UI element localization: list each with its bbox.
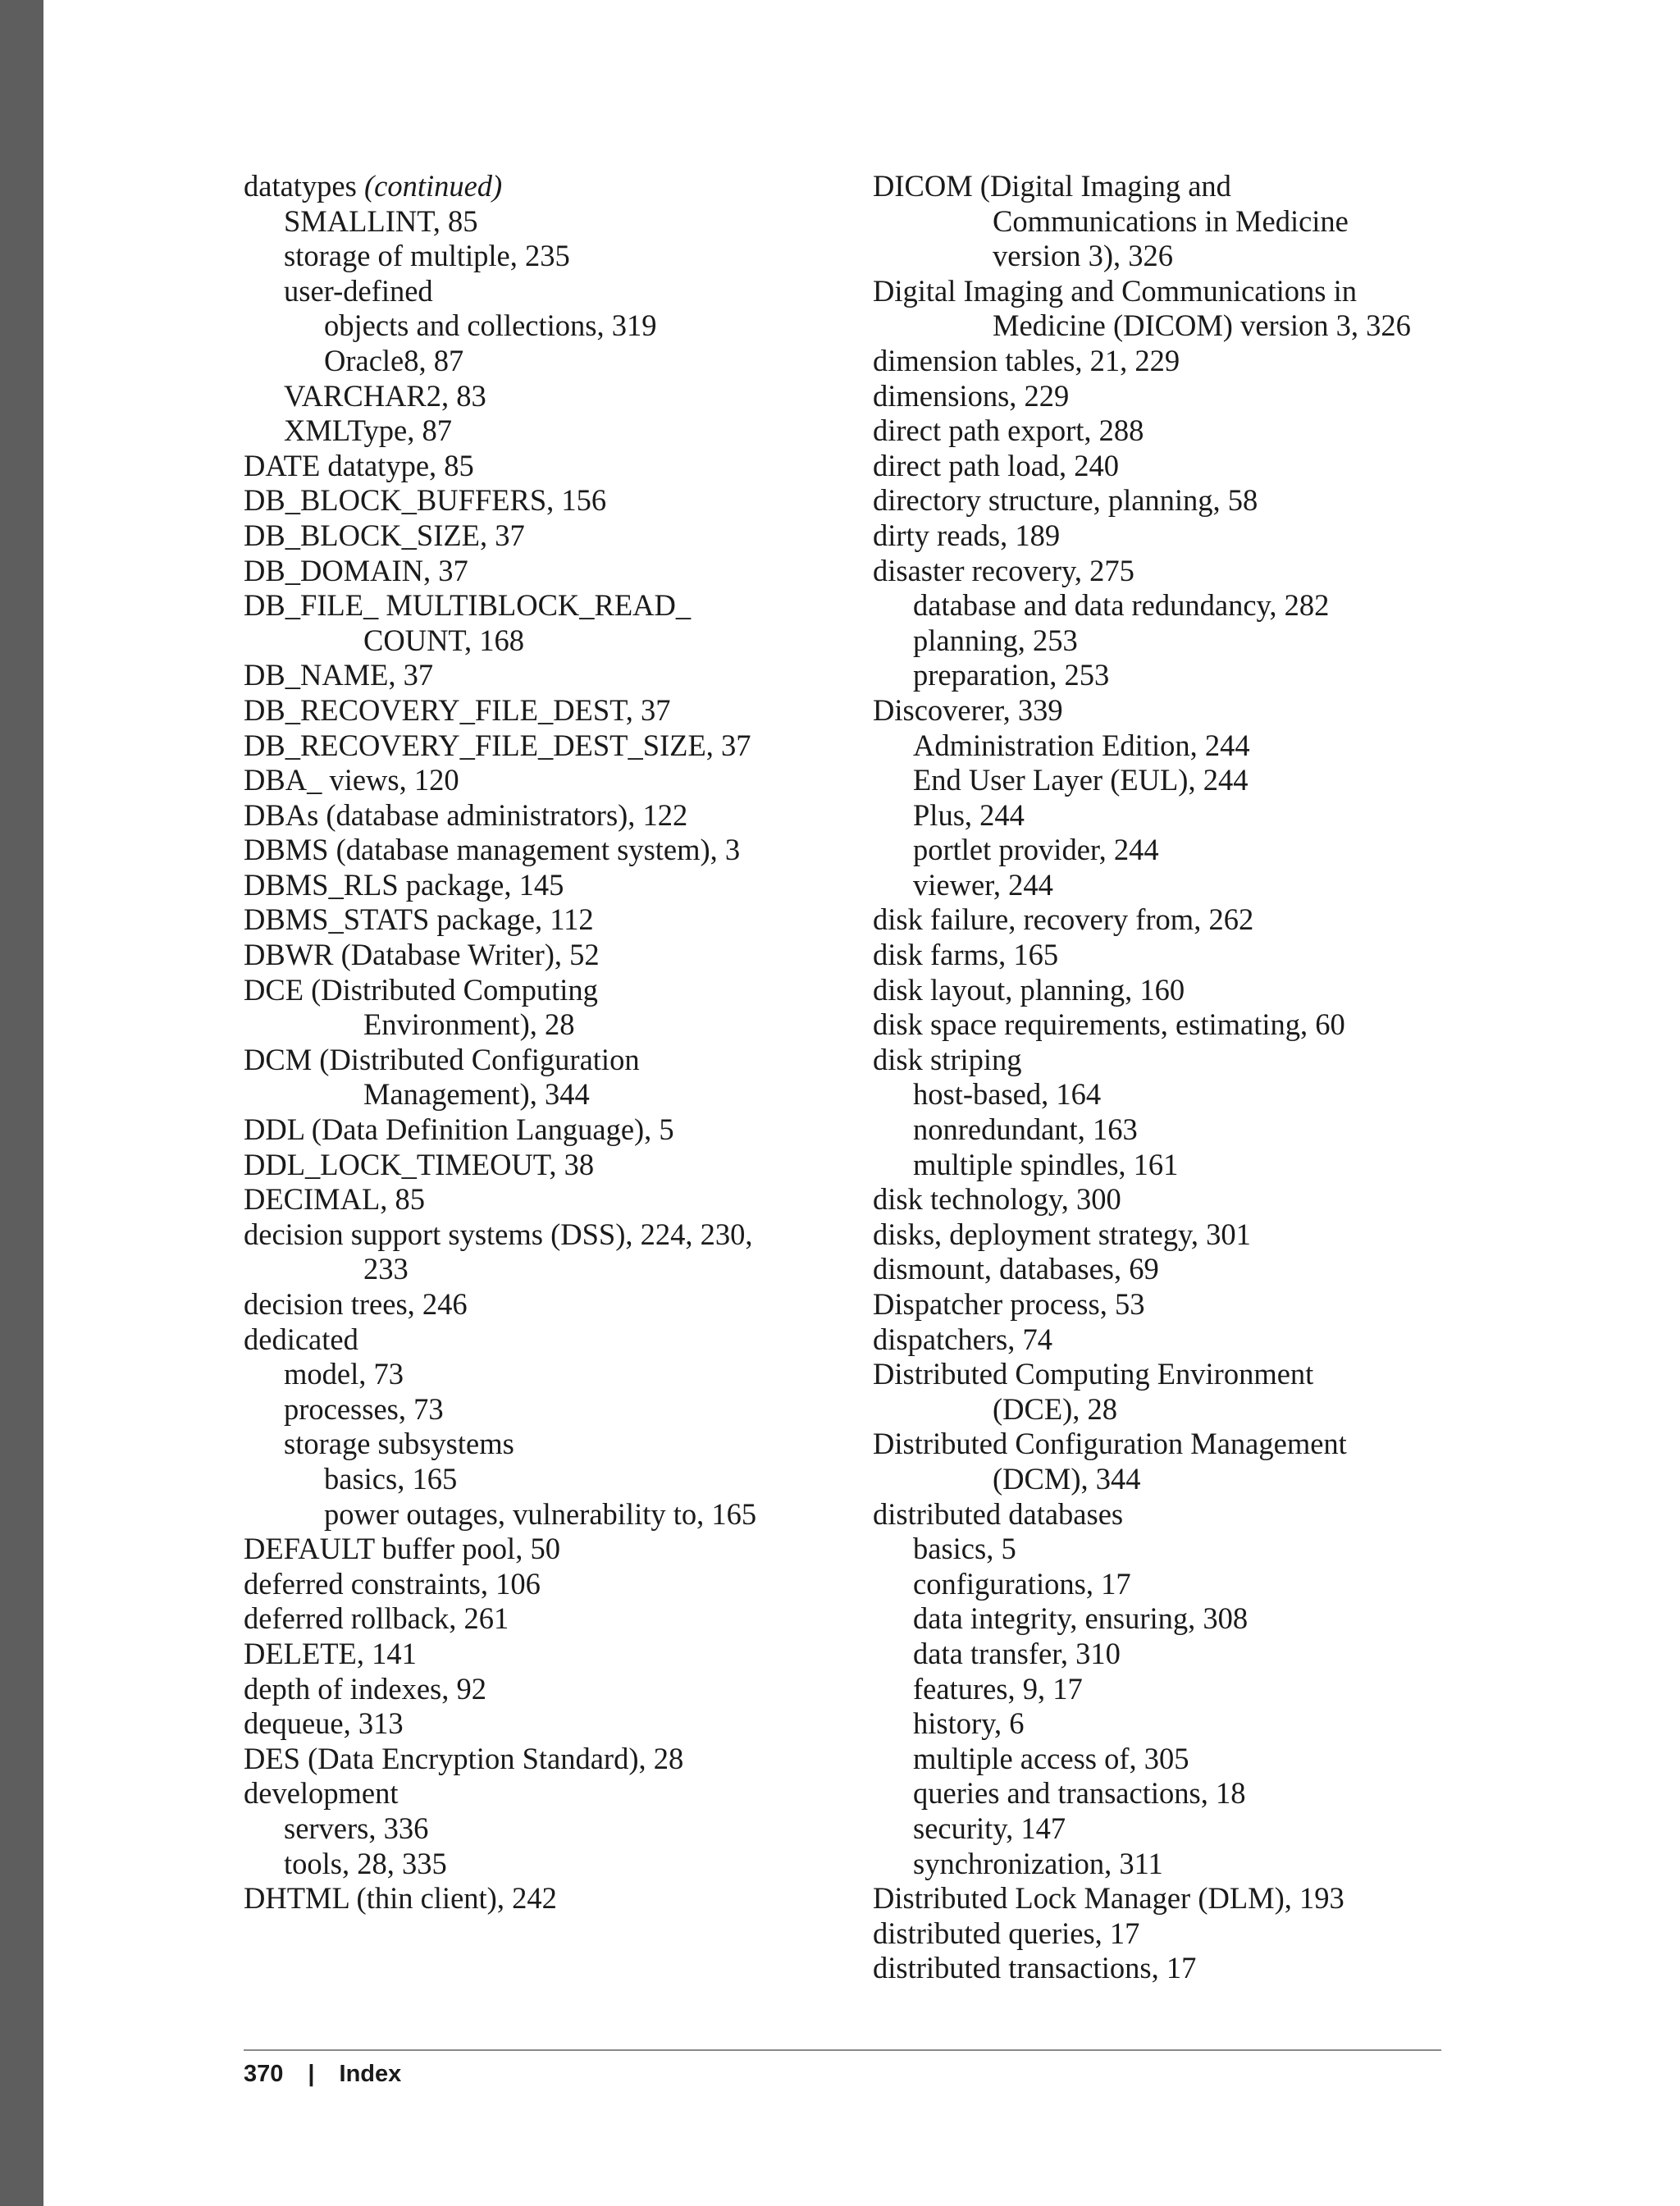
index-subentry: objects and collections, 319 [324, 308, 657, 343]
index-entry: distributed transactions, 17 [873, 1951, 1197, 1985]
index-entry: DB_NAME, 37 [244, 658, 434, 692]
index-entries-left [244, 204, 834, 1916]
index-entry: directory structure, planning, 58 [873, 483, 1258, 518]
index-entry: DBMS_STATS package, 112 [244, 902, 594, 937]
index-entry-continuation: (DCM), 344 [993, 1461, 1141, 1496]
index-entry: Discoverer, 339 [873, 692, 1063, 727]
index-entry: distributed queries, 17 [873, 1916, 1140, 1950]
index-subentry: host-based, 164 [913, 1077, 1102, 1112]
index-entry: disaster recovery, 275 [873, 553, 1134, 587]
index-entry: DB_FILE_ MULTIBLOCK_READ_ [244, 588, 692, 623]
index-subentry: XMLType, 87 [284, 413, 452, 448]
index-entry: Digital Imaging and Communications in [873, 273, 1358, 308]
index-entry-continuation: Communications in Medicine [993, 203, 1349, 238]
index-subentry: portlet provider, 244 [913, 833, 1159, 867]
page-footer [244, 2056, 401, 2092]
index-entries-right [873, 169, 1463, 1986]
index-entry: DB_RECOVERY_FILE_DEST, 37 [244, 692, 671, 727]
index-column-right [873, 169, 1463, 1986]
index-subentry: Administration Edition, 244 [913, 728, 1250, 762]
index-entry: disks, deployment strategy, 301 [873, 1217, 1251, 1251]
index-entry: direct path export, 288 [873, 413, 1144, 448]
footer-rule [244, 2049, 1441, 2051]
index-subentry: data integrity, ensuring, 308 [913, 1601, 1249, 1636]
index-entry: DEFAULT buffer pool, 50 [244, 1532, 560, 1566]
index-entry: dimensions, 229 [873, 378, 1070, 413]
index-entry: DCM (Distributed Configuration [244, 1042, 640, 1076]
index-entry: DBMS_RLS package, 145 [244, 867, 564, 902]
index-subentry: configurations, 17 [913, 1566, 1131, 1601]
index-entry: Distributed Lock Manager (DLM), 193 [873, 1881, 1344, 1916]
index-subentry: database and data redundancy, 282 [913, 588, 1330, 623]
index-entry-continuation: Environment), 28 [363, 1007, 575, 1042]
index-entry: depth of indexes, 92 [244, 1671, 486, 1706]
index-subentry: synchronization, 311 [913, 1846, 1163, 1880]
index-entry-continuation: Management), 344 [363, 1077, 590, 1112]
index-entry: dequeue, 313 [244, 1706, 404, 1741]
index-entry: DES (Data Encryption Standard), 28 [244, 1741, 684, 1775]
section-name: Index [339, 2061, 402, 2087]
index-entry: dirty reads, 189 [873, 518, 1061, 552]
index-entry-continuation: COUNT, 168 [363, 623, 525, 657]
page-number: 370 [244, 2061, 284, 2087]
index-subentry: servers, 336 [284, 1811, 429, 1845]
index-entry: DELETE, 141 [244, 1636, 417, 1670]
index-subentry: power outages, vulnerability to, 165 [324, 1496, 757, 1531]
index-subentry: data transfer, 310 [913, 1636, 1121, 1670]
index-subentry: security, 147 [913, 1811, 1066, 1845]
index-column-left [244, 169, 834, 1916]
index-entry: dedicated [244, 1322, 358, 1356]
index-entry: DB_DOMAIN, 37 [244, 553, 468, 587]
index-entry-heading [244, 169, 834, 204]
index-subentry: multiple spindles, 161 [913, 1147, 1179, 1181]
index-entry-continuation: Medicine (DICOM) version 3, 326 [993, 308, 1411, 343]
index-entry: DBA_ views, 120 [244, 763, 459, 797]
index-subentry: basics, 5 [913, 1532, 1016, 1566]
index-entry: dispatchers, 74 [873, 1322, 1052, 1356]
index-entry: development [244, 1776, 399, 1811]
index-subentry: nonredundant, 163 [913, 1112, 1138, 1147]
index-entry: disk technology, 300 [873, 1182, 1121, 1217]
index-subentry: basics, 165 [324, 1461, 458, 1496]
index-entry: DB_RECOVERY_FILE_DEST_SIZE, 37 [244, 728, 751, 762]
index-entry: deferred rollback, 261 [244, 1601, 509, 1636]
index-subentry: preparation, 253 [913, 658, 1110, 692]
index-entry: DDL_LOCK_TIMEOUT, 38 [244, 1147, 595, 1181]
index-subentry: storage of multiple, 235 [284, 239, 570, 273]
index-entry: Dispatcher process, 53 [873, 1287, 1145, 1321]
index-subentry: viewer, 244 [913, 867, 1053, 902]
index-entry: direct path load, 240 [873, 448, 1120, 482]
index-entry: disk farms, 165 [873, 938, 1059, 972]
index-entry: DBAs (database administrators), 122 [244, 797, 688, 832]
index-entry: decision support systems (DSS), 224, 230, [244, 1217, 753, 1251]
index-entry: DBMS (database management system), 3 [244, 833, 741, 867]
index-entry: distributed databases [873, 1496, 1124, 1531]
index-entry: DATE datatype, 85 [244, 448, 474, 482]
index-subentry: End User Layer (EUL), 244 [913, 763, 1249, 797]
page-edge-bar [0, 0, 43, 2206]
index-subentry: model, 73 [284, 1357, 404, 1391]
index-entry: Distributed Computing Environment [873, 1357, 1314, 1391]
index-entry: deferred constraints, 106 [244, 1566, 541, 1601]
index-entry: disk striping [873, 1042, 1022, 1076]
index-subentry: processes, 73 [284, 1391, 444, 1426]
index-subentry: queries and transactions, 18 [913, 1776, 1246, 1811]
index-entry: dimension tables, 21, 229 [873, 343, 1180, 377]
index-subentry: tools, 28, 335 [284, 1846, 447, 1880]
index-subentry: planning, 253 [913, 623, 1078, 657]
index-entry-continuation: (DCE), 28 [993, 1391, 1118, 1426]
index-entry: DHTML (thin client), 242 [244, 1881, 557, 1916]
index-entry-continuation: 233 [363, 1252, 409, 1286]
index-subentry: SMALLINT, 85 [284, 203, 478, 238]
index-entry-continuation: version 3), 326 [993, 239, 1173, 273]
index-entry: DBWR (Database Writer), 52 [244, 938, 600, 972]
index-entry: DECIMAL, 85 [244, 1182, 426, 1217]
index-entry: DB_BLOCK_SIZE, 37 [244, 518, 525, 552]
index-subentry: Plus, 244 [913, 797, 1025, 832]
index-entry: decision trees, 246 [244, 1287, 468, 1321]
index-term: datatypes [244, 169, 357, 203]
footer-separator: | [308, 2061, 315, 2087]
index-subentry: user-defined [284, 273, 433, 308]
continued-note: (continued) [363, 169, 503, 203]
index-entry: dismount, databases, 69 [873, 1252, 1159, 1286]
index-entry: DICOM (Digital Imaging and [873, 169, 1231, 203]
index-entry: disk layout, planning, 160 [873, 972, 1185, 1007]
index-entry: DDL (Data Definition Language), 5 [244, 1112, 674, 1147]
index-entry: disk space requirements, estimating, 60 [873, 1007, 1345, 1042]
index-entry: DCE (Distributed Computing [244, 972, 598, 1007]
index-subentry: storage subsystems [284, 1427, 514, 1461]
index-subentry: history, 6 [913, 1706, 1025, 1741]
index-subentry: multiple access of, 305 [913, 1741, 1189, 1775]
index-subentry: features, 9, 17 [913, 1671, 1083, 1706]
index-entry: disk failure, recovery from, 262 [873, 902, 1254, 937]
index-subentry: Oracle8, 87 [324, 343, 464, 377]
index-subentry: VARCHAR2, 83 [284, 378, 486, 413]
index-entry: Distributed Configuration Management [873, 1427, 1347, 1461]
index-entry: DB_BLOCK_BUFFERS, 156 [244, 483, 607, 518]
